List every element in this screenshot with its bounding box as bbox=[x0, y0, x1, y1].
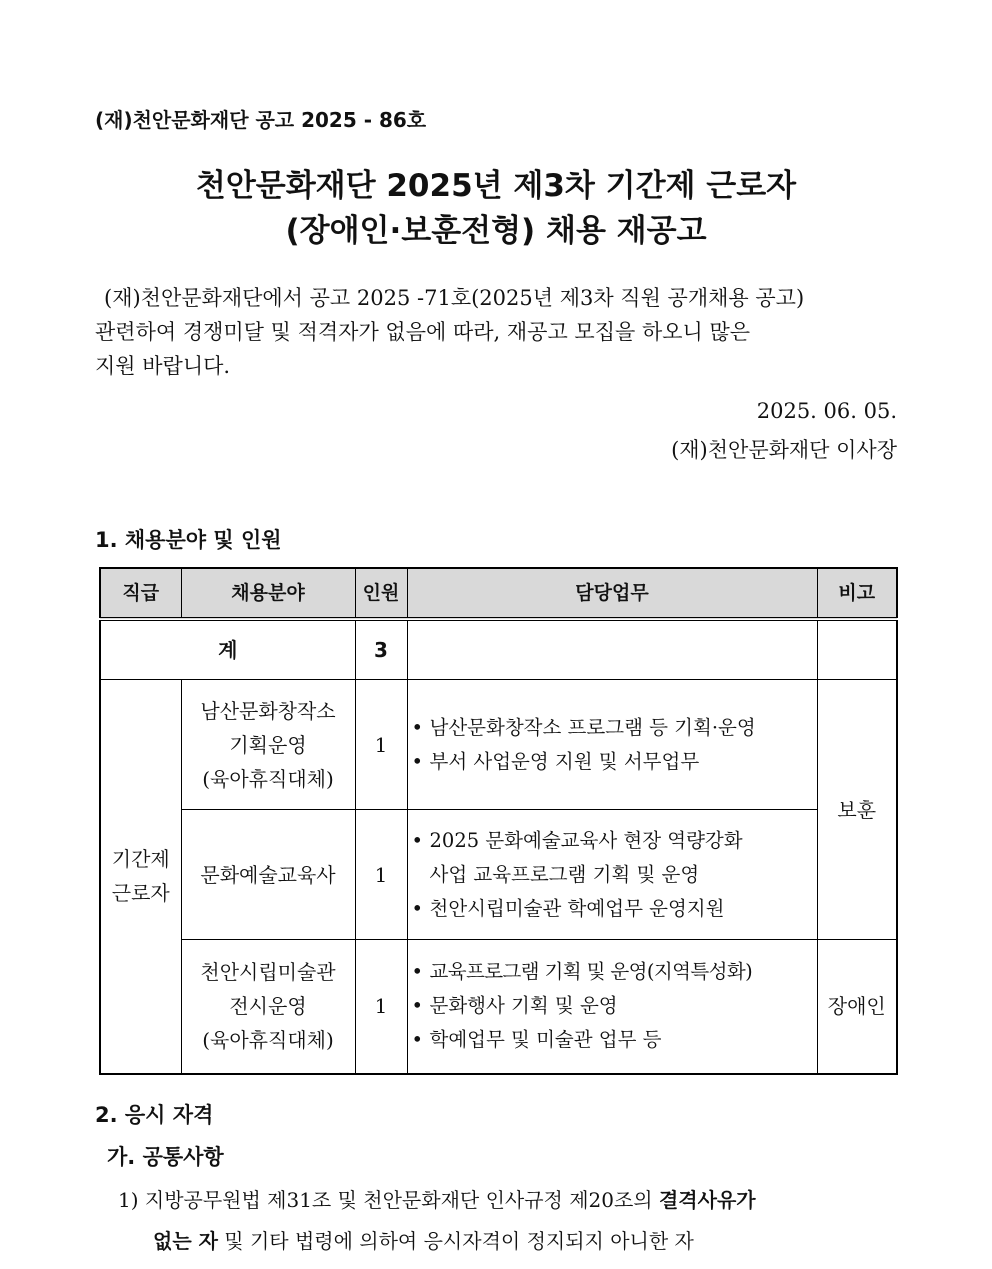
table-header-row bbox=[100, 568, 897, 619]
section2-heading: 2. 응시 자격 bbox=[95, 1103, 214, 1127]
field-cell bbox=[181, 810, 355, 940]
duty-item: • 문화행사 기획 및 운영 bbox=[412, 989, 813, 1023]
grade-line: 기간제 bbox=[111, 847, 170, 872]
item1-suffix: 및 기타 법령에 의하여 응시자격이 정지되지 아니한 자 bbox=[224, 1229, 694, 1253]
field-cell bbox=[181, 940, 355, 1074]
duty-item: • 천안시립미술관 학예업무 운영지원 bbox=[412, 892, 813, 926]
field-line: 천안시립미술관 bbox=[200, 960, 336, 985]
bullet-icon: • bbox=[411, 1028, 424, 1052]
total-duties-empty bbox=[407, 619, 817, 680]
duties-cell bbox=[407, 680, 817, 810]
count-cell: 1 bbox=[355, 680, 407, 810]
header-note: 비고 bbox=[817, 568, 897, 619]
header-duties: 담당업무 bbox=[407, 568, 817, 619]
duty-item: • 2025 문화예술교육사 현장 역량강화 bbox=[412, 824, 813, 858]
duty-item: • 학예업무 및 미술관 업무 등 bbox=[412, 1023, 813, 1057]
note-cell-disabled: 장애인 bbox=[817, 940, 897, 1074]
recruitment-table bbox=[99, 567, 898, 1075]
field-line: 문화예술교육사 bbox=[200, 862, 336, 887]
duty-item: • 교육프로그램 기획 및 운영(지역특성화) bbox=[412, 955, 813, 989]
field-line: 기획운영 bbox=[229, 732, 307, 757]
item1-emphasis1: 결격사유가 bbox=[658, 1188, 756, 1212]
bullet-icon: • bbox=[411, 715, 424, 739]
table-row bbox=[100, 940, 897, 1074]
notice-number: (재)천안문화재단 공고 2025 - 86호 bbox=[95, 108, 427, 132]
duties-cell bbox=[407, 940, 817, 1074]
document-title-line1: 천안문화재단 2025년 제3차 기간제 근로자 bbox=[195, 168, 797, 204]
duty-item: • 부서 사업운영 지원 및 서무업무 bbox=[412, 745, 813, 779]
bullet-icon: • bbox=[411, 960, 424, 984]
intro-line2: 관련하여 경쟁미달 및 적격자가 없음에 따라, 재공고 모집을 하오니 많은 bbox=[95, 320, 751, 344]
grade-cell bbox=[100, 680, 181, 1074]
total-count: 3 bbox=[355, 619, 407, 680]
count-cell: 1 bbox=[355, 810, 407, 940]
note-cell-veteran: 보훈 bbox=[817, 680, 897, 940]
item1-emphasis2: 없는 자 bbox=[153, 1229, 218, 1253]
document-title-line2: (장애인·보훈전형) 채용 재공고 bbox=[285, 213, 707, 249]
qualification-item-1-line1 bbox=[118, 1184, 756, 1213]
total-note-empty bbox=[817, 619, 897, 680]
intro-line3: 지원 바랍니다. bbox=[95, 354, 231, 378]
notice-date: 2025. 06. 05. bbox=[756, 399, 897, 423]
duty-item: • 남산문화창작소 프로그램 등 기획·운영 bbox=[412, 711, 813, 745]
table-row bbox=[100, 680, 897, 810]
issuer: (재)천안문화재단 이사장 bbox=[671, 438, 897, 462]
bullet-icon: • bbox=[411, 896, 424, 920]
bullet-icon: • bbox=[411, 994, 424, 1018]
section1-heading: 1. 채용분야 및 인원 bbox=[95, 528, 282, 552]
duties-cell bbox=[407, 810, 817, 940]
table-total-row bbox=[100, 619, 897, 680]
count-cell: 1 bbox=[355, 940, 407, 1074]
intro-line1: (재)천안문화재단에서 공고 2025 -71호(2025년 제3차 직원 공개채용 공고) bbox=[104, 286, 805, 310]
field-line: 전시운영 bbox=[229, 994, 307, 1019]
qualification-item-1-line2 bbox=[153, 1225, 694, 1254]
field-cell bbox=[181, 680, 355, 810]
bullet-icon: • bbox=[411, 828, 424, 852]
table-row bbox=[100, 810, 897, 940]
duty-item-continued: 사업 교육프로그램 기획 및 운영 bbox=[429, 862, 700, 886]
header-field: 채용분야 bbox=[181, 568, 355, 619]
header-grade: 직급 bbox=[100, 568, 181, 619]
header-count: 인원 bbox=[355, 568, 407, 619]
subsection-a-heading: 가. 공통사항 bbox=[107, 1145, 224, 1169]
grade-line: 근로자 bbox=[111, 881, 170, 906]
field-line: (육아휴직대체) bbox=[202, 1028, 334, 1053]
item1-prefix: 1) 지방공무원법 제31조 및 천안문화재단 인사규정 제20조의 bbox=[118, 1188, 653, 1212]
field-line: 남산문화창작소 bbox=[200, 698, 336, 723]
total-label: 계 bbox=[100, 619, 355, 680]
bullet-icon: • bbox=[411, 749, 424, 773]
field-line: (육아휴직대체) bbox=[202, 766, 334, 791]
